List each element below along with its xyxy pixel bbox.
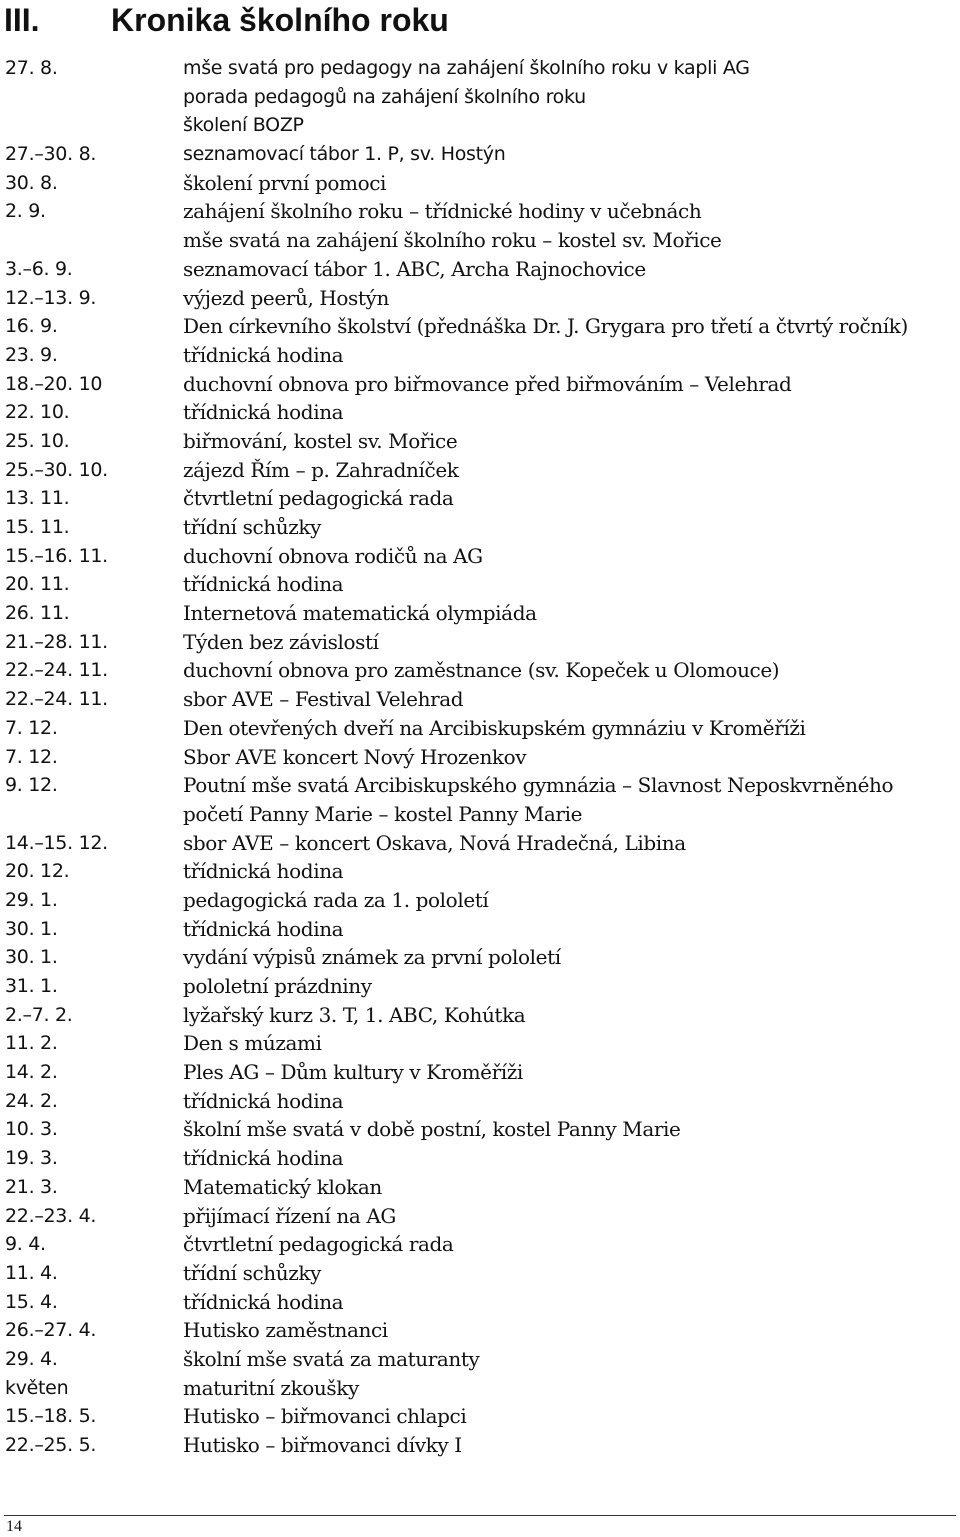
page-number: 14	[6, 1518, 22, 1535]
chronicle-entry	[0, 140, 960, 169]
entry-event: početí Panny Marie – kostel Panny Marie	[183, 801, 583, 826]
chronicle-entry	[0, 1001, 960, 1030]
entry-date: 13. 11.	[5, 487, 70, 510]
entry-event: zahájení školního roku – třídnické hodiny v učebnách	[183, 199, 702, 224]
chronicle-entry	[0, 857, 960, 886]
chronicle-entry	[0, 915, 960, 944]
entry-event: sbor AVE – koncert Oskava, Nová Hradečná, Libina	[183, 830, 686, 855]
entry-date: 22.–24. 11.	[5, 688, 108, 711]
entry-event: seznamovací tábor 1. ABC, Archa Rajnochovice	[183, 256, 646, 281]
entry-event: Den církevního školství (přednáška Dr. J. Grygara pro třetí a čtvrtý ročník)	[183, 314, 908, 339]
chronicle-entry	[0, 226, 960, 255]
footer-divider	[4, 1515, 956, 1516]
entry-event: třídnická hodina	[183, 572, 344, 597]
entry-event: Internetová matematická olympiáda	[183, 601, 537, 626]
entry-date: 15.–18. 5.	[5, 1405, 97, 1428]
chronicle-entry	[0, 1144, 960, 1173]
chronicle-list	[0, 54, 960, 1460]
entry-date: 21.–28. 11.	[5, 630, 108, 653]
entry-date: 14.–15. 12.	[5, 831, 108, 854]
chronicle-entry	[0, 943, 960, 972]
entry-date: 25.–30. 10.	[5, 458, 108, 481]
chronicle-entry	[0, 54, 960, 83]
entry-date: 27.–30. 8.	[5, 143, 97, 166]
chronicle-entry	[0, 599, 960, 628]
entry-date: 29. 4.	[5, 1347, 58, 1370]
entry-event: zájezd Řím – p. Zahradníček	[183, 457, 459, 482]
entry-event: pololetní prázdniny	[183, 974, 372, 998]
entry-event: třídnická hodina	[183, 1146, 344, 1171]
entry-event: třídnická hodina	[183, 400, 344, 425]
entry-date: 11. 4.	[5, 1261, 58, 1284]
entry-event: Hutisko – biřmovanci dívky I	[183, 1433, 462, 1457]
entry-event: Hutisko – biřmovanci chlapci	[183, 1404, 467, 1429]
chronicle-entry	[0, 255, 960, 284]
entry-date: 22. 10.	[5, 401, 70, 424]
entry-event: výjezd peerů, Hostýn	[183, 285, 389, 310]
chronicle-entry	[0, 1058, 960, 1087]
chronicle-entry	[0, 1029, 960, 1058]
entry-date: 30. 1.	[5, 946, 58, 969]
entry-event: sbor AVE – Festival Velehrad	[183, 687, 464, 712]
entry-event: vydání výpisů známek za první pololetí	[183, 945, 561, 970]
chronicle-entry	[0, 197, 960, 226]
chronicle-entry	[0, 1202, 960, 1231]
entry-date: 21. 3.	[5, 1175, 58, 1198]
chronicle-entry	[0, 829, 960, 858]
entry-event: duchovní obnova rodičů na AG	[183, 543, 483, 568]
chronicle-entry	[0, 714, 960, 743]
chronicle-entry	[0, 1345, 960, 1374]
entry-event: školní mše svatá v době postní, kostel Panny Marie	[183, 1117, 681, 1142]
entry-event: Matematický klokan	[183, 1174, 382, 1199]
entry-date: 22.–23. 4.	[5, 1204, 97, 1227]
entry-date: 24. 2.	[5, 1089, 58, 1112]
entry-date: 31. 1.	[5, 975, 58, 997]
chronicle-entry	[0, 542, 960, 571]
chapter-title: Kronika školního roku	[111, 2, 449, 38]
entry-event: Den s múzami	[183, 1031, 322, 1056]
entry-date: 12.–13. 9.	[5, 286, 97, 309]
entry-date: 22.–25. 5.	[5, 1434, 97, 1456]
chronicle-entry	[0, 886, 960, 915]
chronicle-entry	[0, 1374, 960, 1403]
entry-event: třídnická hodina	[183, 1289, 344, 1314]
chronicle-entry	[0, 513, 960, 542]
entry-date: 11. 2.	[5, 1032, 58, 1055]
entry-date: 9. 4.	[5, 1233, 46, 1256]
chronicle-entry	[0, 169, 960, 198]
chronicle-entry	[0, 456, 960, 485]
entry-date: 30. 1.	[5, 917, 58, 940]
entry-date: 15. 11.	[5, 516, 70, 538]
chronicle-entry	[0, 1173, 960, 1202]
chronicle-entry	[0, 1087, 960, 1116]
chronicle-entry	[0, 341, 960, 370]
entry-date: 20. 11.	[5, 573, 70, 596]
entry-event: duchovní obnova pro zaměstnance (sv. Kopeček u Olomouce)	[183, 658, 780, 683]
chapter-number: III.	[4, 2, 40, 38]
entry-event: čtvrtletní pedagogická rada	[183, 486, 454, 511]
chronicle-entry	[0, 484, 960, 513]
entry-date: 2.–7. 2.	[5, 1003, 73, 1026]
entry-date: 18.–20. 10	[5, 372, 103, 395]
entry-date: 7. 12.	[5, 716, 58, 739]
chronicle-entry	[0, 1288, 960, 1317]
entry-event: Týden bez závislostí	[183, 629, 379, 654]
entry-date: 26. 11.	[5, 602, 70, 625]
chronicle-entry	[0, 312, 960, 341]
entry-date: květen	[5, 1376, 69, 1399]
entry-date: 15.–16. 11.	[5, 544, 108, 567]
entry-event: přijímací řízení na AG	[183, 1203, 396, 1228]
entry-event: čtvrtletní pedagogická rada	[183, 1232, 454, 1257]
entry-event: třídní schůzky	[183, 515, 322, 539]
chronicle-entry	[0, 83, 960, 112]
entry-event: třídnická hodina	[183, 859, 344, 884]
chronicle-entry	[0, 771, 960, 800]
entry-event: seznamovací tábor 1. P, sv. Hostýn	[183, 143, 506, 166]
chronicle-entry	[0, 427, 960, 456]
entry-event: Sbor AVE koncert Nový Hrozenkov	[183, 744, 527, 769]
chronicle-entry	[0, 1230, 960, 1259]
entry-date: 15. 4.	[5, 1290, 58, 1313]
entry-date: 30. 8.	[5, 171, 58, 194]
entry-date: 2. 9.	[5, 200, 46, 223]
entry-event: třídnická hodina	[183, 342, 344, 367]
entry-event: Den otevřených dveří na Arcibiskupském gymnáziu v Kroměříži	[183, 715, 806, 740]
entry-date: 16. 9.	[5, 315, 58, 338]
entry-date: 9. 12.	[5, 774, 58, 797]
chronicle-entry	[0, 1431, 960, 1460]
entry-date: 20. 12.	[5, 860, 70, 883]
entry-event: školní mše svatá za maturanty	[183, 1346, 480, 1371]
chronicle-entry	[0, 800, 960, 829]
chronicle-entry	[0, 743, 960, 772]
entry-date: 23. 9.	[5, 343, 58, 366]
entry-event: třídnická hodina	[183, 1088, 344, 1113]
entry-date: 7. 12.	[5, 745, 58, 768]
entry-date: 25. 10.	[5, 429, 70, 452]
entry-event: školení BOZP	[183, 114, 304, 137]
chronicle-entry	[0, 685, 960, 714]
entry-event: třídní schůzky	[183, 1260, 322, 1285]
entry-event: duchovní obnova pro biřmovance před biřmováním – Velehrad	[183, 371, 792, 396]
chronicle-entry	[0, 1115, 960, 1144]
entry-date: 10. 3.	[5, 1118, 58, 1141]
entry-date: 29. 1.	[5, 888, 58, 911]
chronicle-entry	[0, 1402, 960, 1431]
entry-event: porada pedagogů na zahájení školního roku	[183, 85, 586, 108]
chronicle-entry	[0, 1316, 960, 1345]
entry-event: maturitní zkoušky	[183, 1375, 359, 1400]
chronicle-entry	[0, 656, 960, 685]
chronicle-entry	[0, 284, 960, 313]
chronicle-entry	[0, 570, 960, 599]
entry-date: 26.–27. 4.	[5, 1319, 97, 1342]
chronicle-entry	[0, 370, 960, 399]
entry-event: biřmování, kostel sv. Mořice	[183, 428, 458, 453]
entry-date: 3.–6. 9.	[5, 257, 73, 280]
entry-date: 14. 2.	[5, 1061, 58, 1084]
entry-date: 27. 8.	[5, 57, 58, 79]
entry-date: 19. 3.	[5, 1147, 58, 1170]
entry-event: Ples AG – Dům kultury v Kroměříži	[183, 1060, 523, 1085]
entry-event: mše svatá na zahájení školního roku – kostel sv. Mořice	[183, 228, 722, 253]
entry-event: lyžařský kurz 3. T, 1. ABC, Kohútka	[183, 1002, 526, 1027]
entry-event: školení první pomoci	[183, 170, 387, 195]
chronicle-entry	[0, 1259, 960, 1288]
entry-event: třídnická hodina	[183, 916, 344, 941]
entry-event: Hutisko zaměstnanci	[183, 1318, 388, 1343]
entry-event: pedagogická rada za 1. pololetí	[183, 887, 489, 912]
entry-date: 22.–24. 11.	[5, 659, 108, 682]
chronicle-entry	[0, 398, 960, 427]
entry-event: Poutní mše svatá Arcibiskupského gymnázia – Slavnost Neposkvrněného	[183, 773, 894, 798]
chronicle-entry	[0, 972, 960, 1001]
entry-event: mše svatá pro pedagogy na zahájení školního roku v kapli AG	[183, 57, 750, 79]
chronicle-entry	[0, 628, 960, 657]
chronicle-entry	[0, 111, 960, 140]
